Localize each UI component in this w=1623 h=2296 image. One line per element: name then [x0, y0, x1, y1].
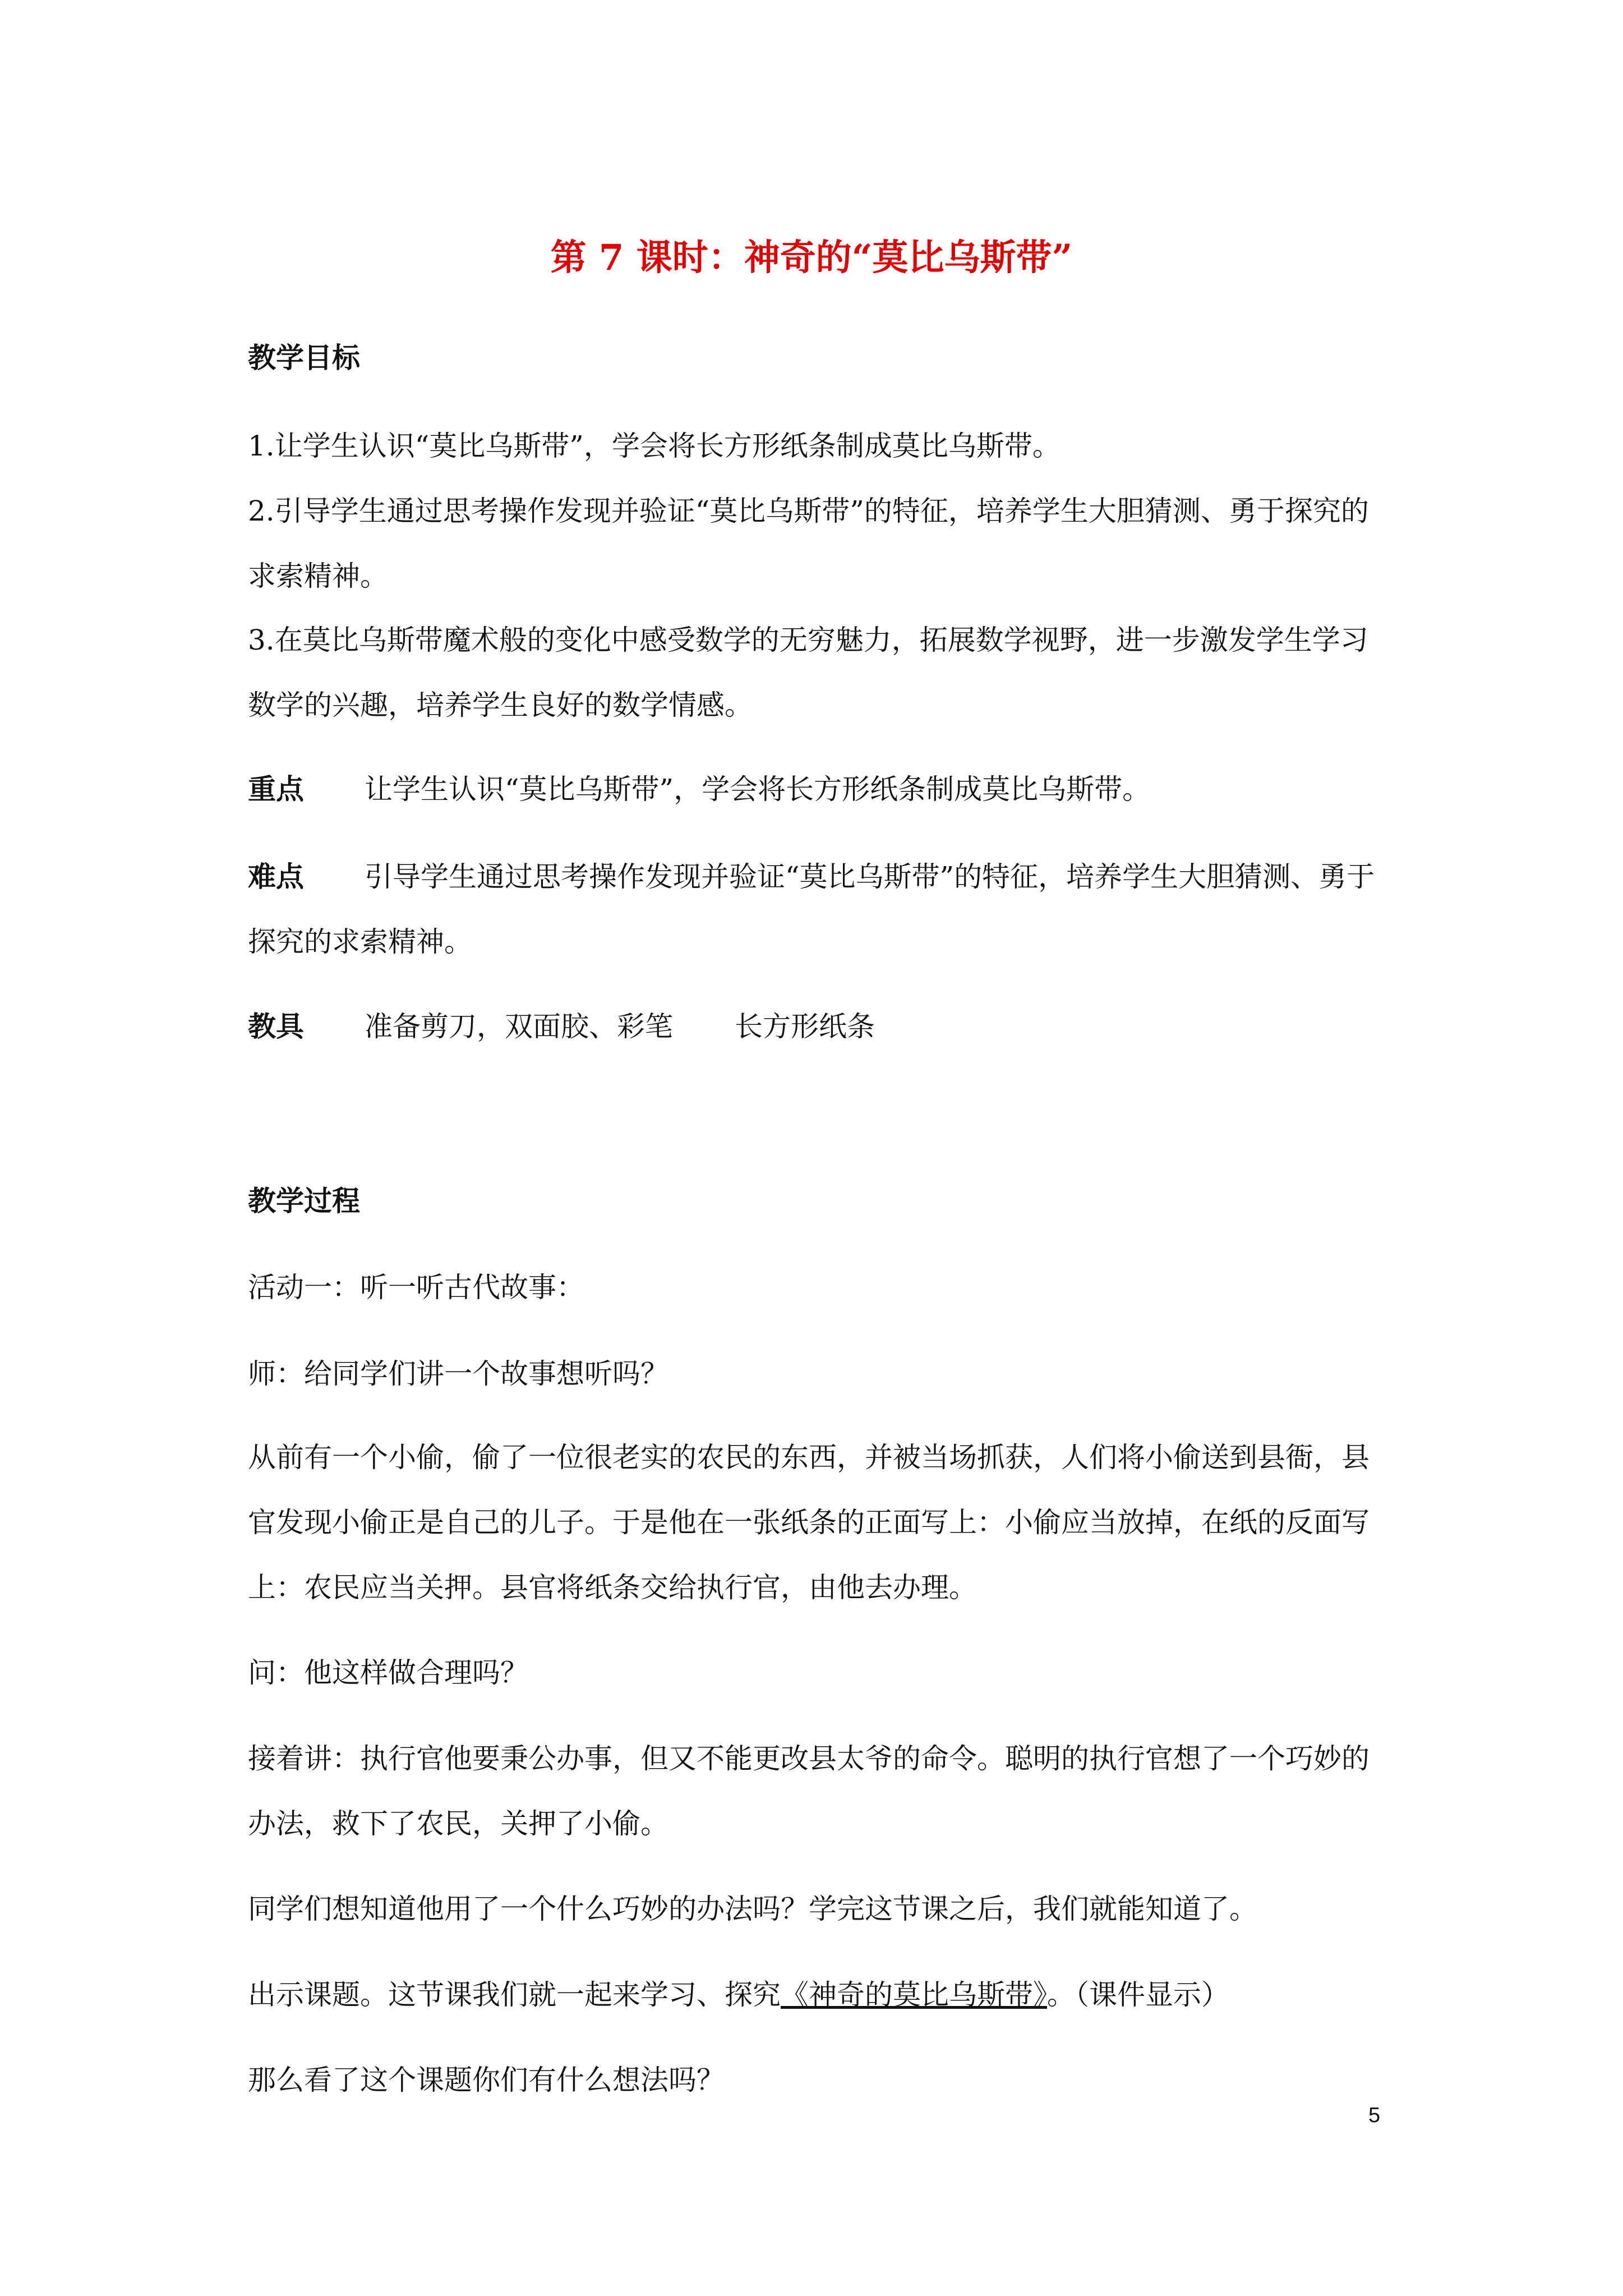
activity-one: 活动一：听一听古代故事： [248, 1271, 584, 1304]
tools-row [248, 994, 1392, 1059]
difficulty-text: 引导学生通过思考操作发现并验证“莫比乌斯带”的特征，培养学生大胆猜测、勇于探究的求索精神。 [248, 861, 1375, 958]
teacher-line: 师：给同学们讲一个故事想听吗？ [248, 1358, 668, 1390]
key-point-label: 重点 [248, 773, 304, 806]
continue-paragraph: 接着讲：执行官他要秉公办事，但又不能更改县太爷的命令。聪明的执行官想了一个巧妙的办法，救下了农民，关押了小偷。 [248, 1742, 1370, 1840]
objective-item-2: 2.引导学生通过思考操作发现并验证“莫比乌斯带”的特征，培养学生大胆猜测、勇于探究的求索精神。 [248, 495, 1369, 592]
difficulty-row [248, 844, 1392, 974]
page-title: 第 7 课时：神奇的“莫比乌斯带” [550, 237, 1073, 279]
objective-item-1: 1.让学生认识“莫比乌斯带”，学会将长方形纸条制成莫比乌斯带。 [248, 430, 1061, 462]
final-question: 那么看了这个课题你们有什么想法吗？ [248, 2064, 725, 2096]
objectives-heading: 教学目标 [248, 342, 360, 374]
page-number: 5 [1368, 2104, 1381, 2127]
objective-item-3: 3.在莫比乌斯带魔术般的变化中感受数学的无穷魅力，拓展数学视野，进一步激发学生学习数学的兴趣，培养学生良好的数学情感。 [248, 624, 1368, 721]
key-point-text: 让学生认识“莫比乌斯带”，学会将长方形纸条制成莫比乌斯带。 [365, 773, 1151, 806]
difficulty-label: 难点 [248, 861, 304, 893]
tools-text-2: 长方形纸条 [735, 1010, 875, 1043]
curious-line: 同学们想知道他用了一个什么巧妙的办法吗？学完这节课之后，我们就能知道了。 [248, 1893, 1257, 1925]
topic-suffix: 。（课件显示） [1047, 1978, 1229, 2011]
tools-label: 教具 [248, 1010, 304, 1043]
question-line: 问：他这样做合理吗？ [248, 1657, 528, 1689]
topic-prefix: 出示课题。这节课我们就一起来学习、探究 [248, 1978, 781, 2011]
topic-title-link: 《神奇的莫比乌斯带》 [781, 1978, 1047, 2011]
story-paragraph: 从前有一个小偷，偷了一位很老实的农民的东西，并被当场抓获，人们将小偷送到县衙，县官发现小偷正是自己的儿子。于是他在一张纸条的正面写上：小偷应当放掉，在纸的反面写上：农民应当关押。县官将纸条交给执行官，由他去办理。 [248, 1441, 1370, 1604]
topic-line [248, 1962, 1392, 2027]
tools-text-1: 准备剪刀，双面胶、彩笔 [365, 1010, 673, 1043]
key-point-row [248, 757, 1392, 822]
process-heading: 教学过程 [248, 1185, 360, 1217]
